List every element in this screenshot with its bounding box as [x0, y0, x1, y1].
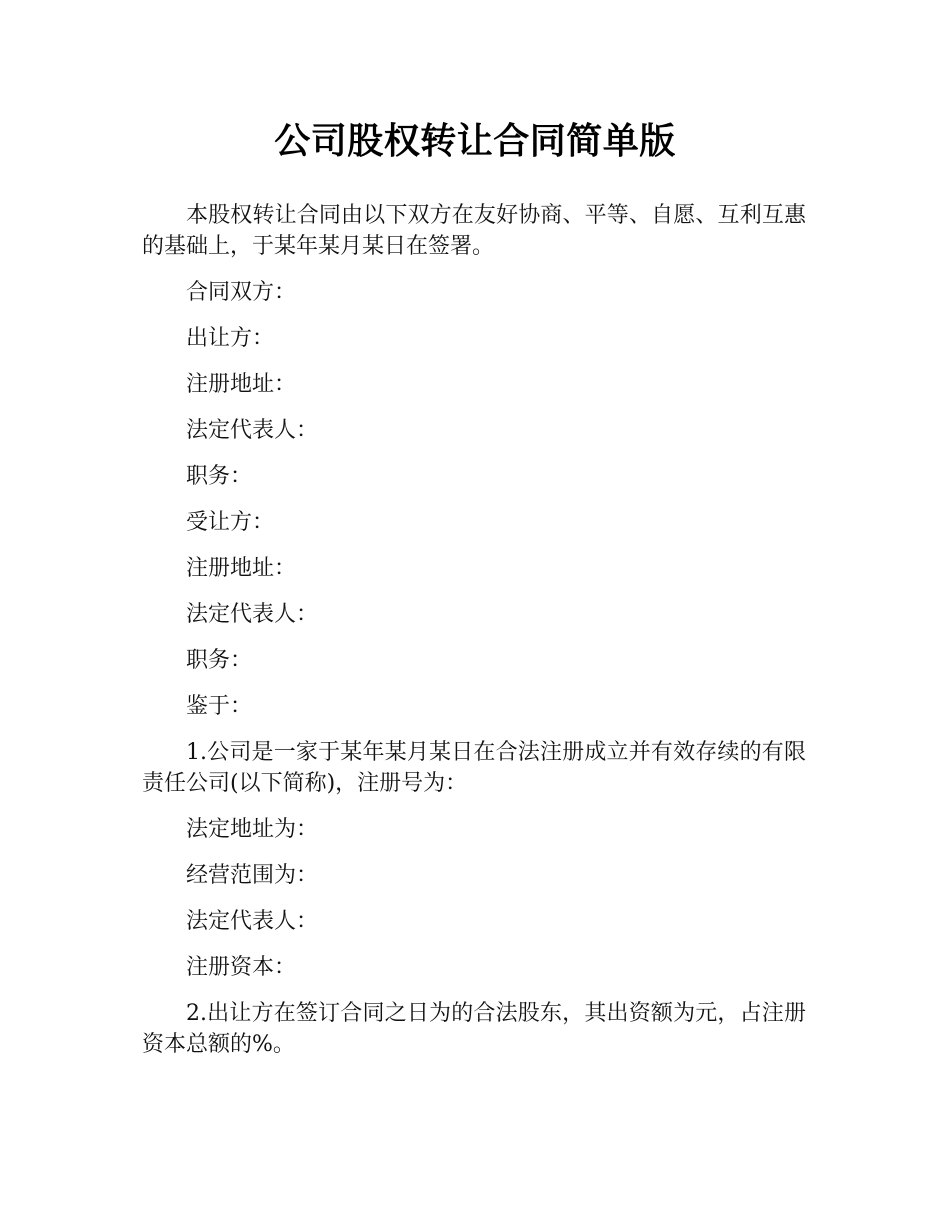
transferee-position-label: 职务：	[186, 648, 253, 673]
legal-address-label: 法定地址为：	[186, 817, 319, 842]
company-representative-label: 法定代表人：	[186, 909, 319, 934]
document-body	[142, 200, 806, 1075]
document-title: 公司股权转让合同简单版	[274, 121, 676, 162]
transferor-address-label: 注册地址：	[186, 372, 297, 397]
transferee-label: 受让方：	[186, 510, 275, 535]
transferee-representative-label: 法定代表人：	[186, 602, 319, 627]
intro-paragraph: 本股权转让合同由以下双方在友好协商、平等、自愿、互利互惠的基础上，于某年某月某日在签署。	[142, 203, 806, 259]
whereas-heading: 鉴于：	[186, 694, 253, 719]
business-scope-label: 经营范围为：	[186, 863, 319, 888]
transferor-position-label: 职务：	[186, 464, 253, 489]
clause-2-paragraph: 2.出让方在签订合同之日为的合法股东，其出资额为元，占注册资本总额的%。	[142, 1001, 806, 1057]
clause-1-paragraph: 1.公司是一家于某年某月某日在合法注册成立并有效存续的有限责任公司(以下简称)，注册号为：	[142, 740, 806, 796]
registered-capital-label: 注册资本：	[186, 955, 297, 980]
transferee-address-label: 注册地址：	[186, 556, 297, 581]
transferor-label: 出让方：	[186, 326, 275, 351]
transferor-representative-label: 法定代表人：	[186, 418, 319, 443]
parties-heading: 合同双方：	[186, 280, 297, 305]
